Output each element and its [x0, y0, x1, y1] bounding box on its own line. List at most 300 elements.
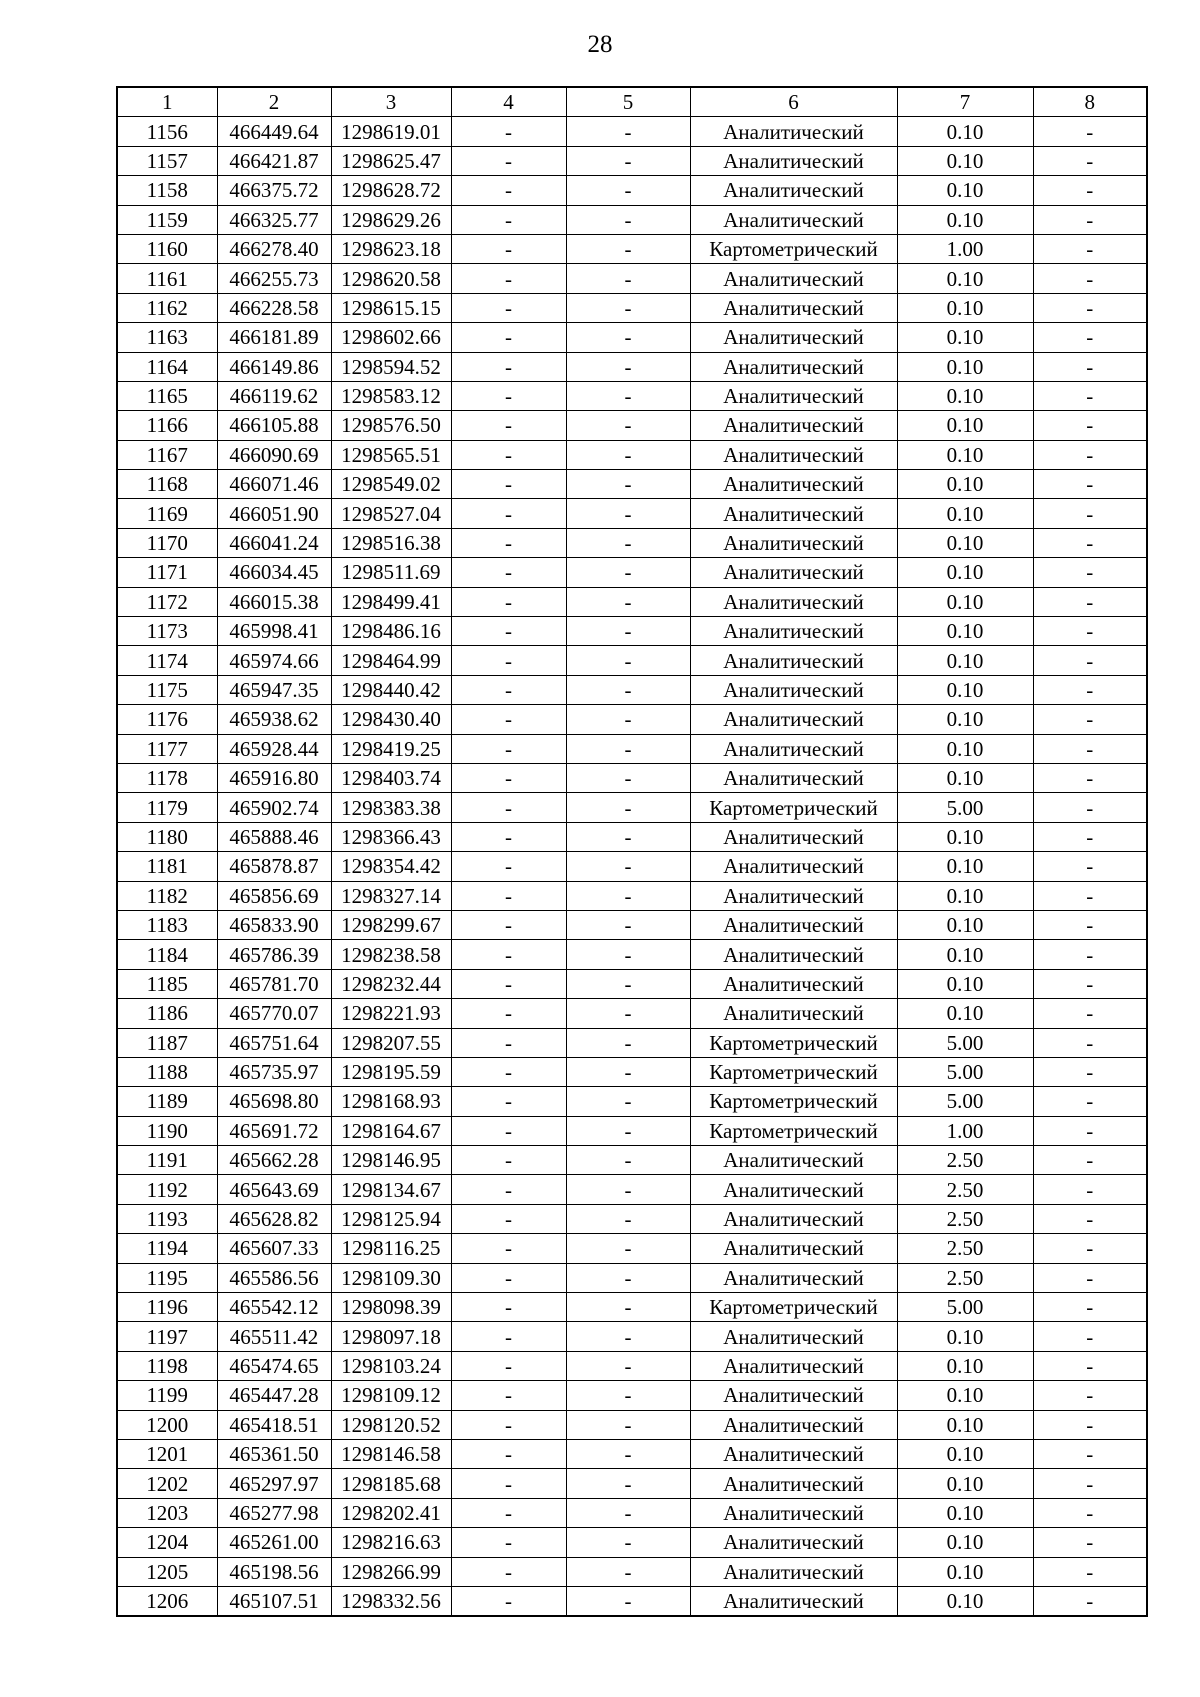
col4-cell: - [451, 323, 566, 352]
col8-cell: - [1033, 1410, 1147, 1439]
method-cell: Аналитический [690, 1469, 897, 1498]
accuracy-cell: 0.10 [897, 1322, 1033, 1351]
y-coordinate-cell: 1298366.43 [331, 822, 451, 851]
col5-cell: - [566, 205, 690, 234]
x-coordinate-cell: 466015.38 [217, 587, 331, 616]
col8-cell: - [1033, 1586, 1147, 1616]
table-row [117, 1469, 1147, 1498]
col4-cell: - [451, 176, 566, 205]
point-number-cell: 1199 [117, 1381, 217, 1410]
col4-cell: - [451, 528, 566, 557]
coordinates-table [116, 86, 1148, 1617]
accuracy-cell: 0.10 [897, 264, 1033, 293]
col8-cell: - [1033, 558, 1147, 587]
column-header: 8 [1033, 87, 1147, 117]
col5-cell: - [566, 499, 690, 528]
accuracy-cell: 0.10 [897, 470, 1033, 499]
point-number-cell: 1168 [117, 470, 217, 499]
accuracy-cell: 0.10 [897, 293, 1033, 322]
point-number-cell: 1166 [117, 411, 217, 440]
y-coordinate-cell: 1298383.38 [331, 793, 451, 822]
x-coordinate-cell: 466181.89 [217, 323, 331, 352]
col4-cell: - [451, 264, 566, 293]
table-row [117, 234, 1147, 263]
col4-cell: - [451, 1410, 566, 1439]
col8-cell: - [1033, 1322, 1147, 1351]
col5-cell: - [566, 1234, 690, 1263]
point-number-cell: 1195 [117, 1263, 217, 1292]
point-number-cell: 1194 [117, 1234, 217, 1263]
col5-cell: - [566, 558, 690, 587]
table-row [117, 1175, 1147, 1204]
method-cell: Аналитический [690, 763, 897, 792]
accuracy-cell: 0.10 [897, 1439, 1033, 1468]
x-coordinate-cell: 465261.00 [217, 1528, 331, 1557]
col5-cell: - [566, 1381, 690, 1410]
x-coordinate-cell: 465833.90 [217, 910, 331, 939]
x-coordinate-cell: 466041.24 [217, 528, 331, 557]
x-coordinate-cell: 465974.66 [217, 646, 331, 675]
col5-cell: - [566, 1146, 690, 1175]
method-cell: Аналитический [690, 675, 897, 704]
col8-cell: - [1033, 381, 1147, 410]
x-coordinate-cell: 466105.88 [217, 411, 331, 440]
method-cell: Аналитический [690, 1439, 897, 1468]
point-number-cell: 1175 [117, 675, 217, 704]
point-number-cell: 1157 [117, 146, 217, 175]
col4-cell: - [451, 910, 566, 939]
x-coordinate-cell: 465511.42 [217, 1322, 331, 1351]
col5-cell: - [566, 940, 690, 969]
accuracy-cell: 0.10 [897, 910, 1033, 939]
method-cell: Аналитический [690, 499, 897, 528]
col5-cell: - [566, 381, 690, 410]
col4-cell: - [451, 763, 566, 792]
table-row [117, 852, 1147, 881]
table-row [117, 1263, 1147, 1292]
table-row [117, 323, 1147, 352]
col4-cell: - [451, 117, 566, 146]
col8-cell: - [1033, 940, 1147, 969]
accuracy-cell: 0.10 [897, 675, 1033, 704]
x-coordinate-cell: 466278.40 [217, 234, 331, 263]
y-coordinate-cell: 1298134.67 [331, 1175, 451, 1204]
y-coordinate-cell: 1298202.41 [331, 1498, 451, 1527]
table-row [117, 1557, 1147, 1586]
y-coordinate-cell: 1298619.01 [331, 117, 451, 146]
table-row [117, 1410, 1147, 1439]
point-number-cell: 1200 [117, 1410, 217, 1439]
x-coordinate-cell: 465698.80 [217, 1087, 331, 1116]
method-cell: Картометрический [690, 1293, 897, 1322]
col5-cell: - [566, 1557, 690, 1586]
x-coordinate-cell: 465643.69 [217, 1175, 331, 1204]
point-number-cell: 1205 [117, 1557, 217, 1586]
point-number-cell: 1162 [117, 293, 217, 322]
col8-cell: - [1033, 1351, 1147, 1380]
x-coordinate-cell: 466090.69 [217, 440, 331, 469]
column-header: 2 [217, 87, 331, 117]
col8-cell: - [1033, 1028, 1147, 1057]
method-cell: Картометрический [690, 1087, 897, 1116]
col8-cell: - [1033, 1557, 1147, 1586]
column-header: 5 [566, 87, 690, 117]
accuracy-cell: 0.10 [897, 734, 1033, 763]
method-cell: Аналитический [690, 146, 897, 175]
col5-cell: - [566, 1087, 690, 1116]
col5-cell: - [566, 617, 690, 646]
x-coordinate-cell: 465998.41 [217, 617, 331, 646]
col4-cell: - [451, 558, 566, 587]
method-cell: Аналитический [690, 470, 897, 499]
col8-cell: - [1033, 910, 1147, 939]
point-number-cell: 1170 [117, 528, 217, 557]
table-row [117, 470, 1147, 499]
col8-cell: - [1033, 323, 1147, 352]
y-coordinate-cell: 1298216.63 [331, 1528, 451, 1557]
point-number-cell: 1196 [117, 1293, 217, 1322]
accuracy-cell: 0.10 [897, 852, 1033, 881]
table-row [117, 587, 1147, 616]
point-number-cell: 1165 [117, 381, 217, 410]
method-cell: Аналитический [690, 617, 897, 646]
method-cell: Аналитический [690, 1586, 897, 1616]
x-coordinate-cell: 465916.80 [217, 763, 331, 792]
method-cell: Аналитический [690, 1322, 897, 1351]
table-row [117, 176, 1147, 205]
point-number-cell: 1197 [117, 1322, 217, 1351]
accuracy-cell: 0.10 [897, 969, 1033, 998]
table-row [117, 1204, 1147, 1233]
y-coordinate-cell: 1298168.93 [331, 1087, 451, 1116]
col4-cell: - [451, 675, 566, 704]
col4-cell: - [451, 1116, 566, 1145]
point-number-cell: 1183 [117, 910, 217, 939]
point-number-cell: 1184 [117, 940, 217, 969]
point-number-cell: 1203 [117, 1498, 217, 1527]
y-coordinate-cell: 1298403.74 [331, 763, 451, 792]
x-coordinate-cell: 465938.62 [217, 705, 331, 734]
method-cell: Аналитический [690, 822, 897, 851]
col5-cell: - [566, 1351, 690, 1380]
col5-cell: - [566, 969, 690, 998]
accuracy-cell: 2.50 [897, 1204, 1033, 1233]
col5-cell: - [566, 1439, 690, 1468]
x-coordinate-cell: 465607.33 [217, 1234, 331, 1263]
point-number-cell: 1176 [117, 705, 217, 734]
col4-cell: - [451, 381, 566, 410]
col8-cell: - [1033, 440, 1147, 469]
accuracy-cell: 5.00 [897, 1028, 1033, 1057]
col4-cell: - [451, 1586, 566, 1616]
table-row [117, 293, 1147, 322]
y-coordinate-cell: 1298516.38 [331, 528, 451, 557]
y-coordinate-cell: 1298464.99 [331, 646, 451, 675]
col5-cell: - [566, 411, 690, 440]
x-coordinate-cell: 466034.45 [217, 558, 331, 587]
table-row [117, 1028, 1147, 1057]
x-coordinate-cell: 465542.12 [217, 1293, 331, 1322]
col8-cell: - [1033, 763, 1147, 792]
y-coordinate-cell: 1298185.68 [331, 1469, 451, 1498]
col5-cell: - [566, 587, 690, 616]
accuracy-cell: 0.10 [897, 1557, 1033, 1586]
col4-cell: - [451, 940, 566, 969]
point-number-cell: 1160 [117, 234, 217, 263]
x-coordinate-cell: 466071.46 [217, 470, 331, 499]
x-coordinate-cell: 465107.51 [217, 1586, 331, 1616]
col8-cell: - [1033, 1439, 1147, 1468]
point-number-cell: 1161 [117, 264, 217, 293]
accuracy-cell: 0.10 [897, 822, 1033, 851]
y-coordinate-cell: 1298207.55 [331, 1028, 451, 1057]
x-coordinate-cell: 466325.77 [217, 205, 331, 234]
accuracy-cell: 0.10 [897, 558, 1033, 587]
col4-cell: - [451, 411, 566, 440]
col8-cell: - [1033, 1204, 1147, 1233]
table-row [117, 411, 1147, 440]
col8-cell: - [1033, 1293, 1147, 1322]
col8-cell: - [1033, 411, 1147, 440]
col8-cell: - [1033, 499, 1147, 528]
accuracy-cell: 2.50 [897, 1263, 1033, 1292]
y-coordinate-cell: 1298565.51 [331, 440, 451, 469]
page-number: 28 [587, 31, 613, 58]
accuracy-cell: 0.10 [897, 381, 1033, 410]
col8-cell: - [1033, 352, 1147, 381]
col8-cell: - [1033, 793, 1147, 822]
accuracy-cell: 0.10 [897, 352, 1033, 381]
accuracy-cell: 0.10 [897, 323, 1033, 352]
y-coordinate-cell: 1298486.16 [331, 617, 451, 646]
method-cell: Аналитический [690, 323, 897, 352]
col5-cell: - [566, 117, 690, 146]
table-row [117, 940, 1147, 969]
accuracy-cell: 0.10 [897, 1351, 1033, 1380]
accuracy-cell: 1.00 [897, 1116, 1033, 1145]
y-coordinate-cell: 1298499.41 [331, 587, 451, 616]
method-cell: Аналитический [690, 1498, 897, 1527]
y-coordinate-cell: 1298354.42 [331, 852, 451, 881]
table-row [117, 705, 1147, 734]
point-number-cell: 1204 [117, 1528, 217, 1557]
col8-cell: - [1033, 1057, 1147, 1086]
col4-cell: - [451, 1528, 566, 1557]
col5-cell: - [566, 1586, 690, 1616]
col4-cell: - [451, 1469, 566, 1498]
col8-cell: - [1033, 205, 1147, 234]
accuracy-cell: 0.10 [897, 705, 1033, 734]
col4-cell: - [451, 1322, 566, 1351]
method-cell: Аналитический [690, 587, 897, 616]
y-coordinate-cell: 1298109.30 [331, 1263, 451, 1292]
col5-cell: - [566, 1410, 690, 1439]
table-body [117, 117, 1147, 1616]
method-cell: Аналитический [690, 1204, 897, 1233]
point-number-cell: 1206 [117, 1586, 217, 1616]
table-row [117, 264, 1147, 293]
point-number-cell: 1164 [117, 352, 217, 381]
table-row [117, 822, 1147, 851]
x-coordinate-cell: 465735.97 [217, 1057, 331, 1086]
col8-cell: - [1033, 1381, 1147, 1410]
table-row [117, 999, 1147, 1028]
col5-cell: - [566, 470, 690, 499]
accuracy-cell: 0.10 [897, 587, 1033, 616]
col5-cell: - [566, 1116, 690, 1145]
method-cell: Аналитический [690, 940, 897, 969]
col5-cell: - [566, 705, 690, 734]
table-row [117, 1057, 1147, 1086]
col8-cell: - [1033, 999, 1147, 1028]
y-coordinate-cell: 1298266.99 [331, 1557, 451, 1586]
point-number-cell: 1201 [117, 1439, 217, 1468]
y-coordinate-cell: 1298221.93 [331, 999, 451, 1028]
col5-cell: - [566, 264, 690, 293]
col5-cell: - [566, 999, 690, 1028]
col4-cell: - [451, 1087, 566, 1116]
col4-cell: - [451, 146, 566, 175]
col5-cell: - [566, 1498, 690, 1527]
col4-cell: - [451, 1381, 566, 1410]
col4-cell: - [451, 1293, 566, 1322]
y-coordinate-cell: 1298232.44 [331, 969, 451, 998]
accuracy-cell: 0.10 [897, 940, 1033, 969]
method-cell: Аналитический [690, 1410, 897, 1439]
y-coordinate-cell: 1298120.52 [331, 1410, 451, 1439]
point-number-cell: 1179 [117, 793, 217, 822]
x-coordinate-cell: 465751.64 [217, 1028, 331, 1057]
y-coordinate-cell: 1298146.58 [331, 1439, 451, 1468]
point-number-cell: 1177 [117, 734, 217, 763]
x-coordinate-cell: 466449.64 [217, 117, 331, 146]
point-number-cell: 1187 [117, 1028, 217, 1057]
x-coordinate-cell: 466051.90 [217, 499, 331, 528]
col4-cell: - [451, 852, 566, 881]
point-number-cell: 1198 [117, 1351, 217, 1380]
table-row [117, 1146, 1147, 1175]
x-coordinate-cell: 466149.86 [217, 352, 331, 381]
method-cell: Аналитический [690, 969, 897, 998]
accuracy-cell: 0.10 [897, 617, 1033, 646]
col8-cell: - [1033, 234, 1147, 263]
method-cell: Аналитический [690, 528, 897, 557]
col4-cell: - [451, 1498, 566, 1527]
point-number-cell: 1190 [117, 1116, 217, 1145]
col5-cell: - [566, 440, 690, 469]
accuracy-cell: 0.10 [897, 117, 1033, 146]
table-row [117, 1528, 1147, 1557]
table-row [117, 646, 1147, 675]
method-cell: Аналитический [690, 440, 897, 469]
accuracy-cell: 0.10 [897, 499, 1033, 528]
method-cell: Аналитический [690, 352, 897, 381]
method-cell: Аналитический [690, 705, 897, 734]
y-coordinate-cell: 1298527.04 [331, 499, 451, 528]
col4-cell: - [451, 1351, 566, 1380]
accuracy-cell: 2.50 [897, 1175, 1033, 1204]
col5-cell: - [566, 793, 690, 822]
y-coordinate-cell: 1298625.47 [331, 146, 451, 175]
method-cell: Аналитический [690, 999, 897, 1028]
method-cell: Аналитический [690, 1234, 897, 1263]
method-cell: Картометрический [690, 793, 897, 822]
x-coordinate-cell: 465447.28 [217, 1381, 331, 1410]
method-cell: Аналитический [690, 176, 897, 205]
col5-cell: - [566, 822, 690, 851]
point-number-cell: 1167 [117, 440, 217, 469]
y-coordinate-cell: 1298602.66 [331, 323, 451, 352]
col5-cell: - [566, 352, 690, 381]
x-coordinate-cell: 465781.70 [217, 969, 331, 998]
column-header: 6 [690, 87, 897, 117]
table-row [117, 499, 1147, 528]
table-row [117, 440, 1147, 469]
point-number-cell: 1192 [117, 1175, 217, 1204]
point-number-cell: 1193 [117, 1204, 217, 1233]
method-cell: Аналитический [690, 1146, 897, 1175]
col4-cell: - [451, 1057, 566, 1086]
accuracy-cell: 2.50 [897, 1146, 1033, 1175]
col4-cell: - [451, 1557, 566, 1586]
accuracy-cell: 0.10 [897, 646, 1033, 675]
x-coordinate-cell: 466375.72 [217, 176, 331, 205]
accuracy-cell: 5.00 [897, 1057, 1033, 1086]
col4-cell: - [451, 999, 566, 1028]
col8-cell: - [1033, 264, 1147, 293]
col8-cell: - [1033, 1146, 1147, 1175]
col8-cell: - [1033, 617, 1147, 646]
col8-cell: - [1033, 852, 1147, 881]
y-coordinate-cell: 1298549.02 [331, 470, 451, 499]
col8-cell: - [1033, 1469, 1147, 1498]
point-number-cell: 1185 [117, 969, 217, 998]
method-cell: Аналитический [690, 205, 897, 234]
method-cell: Аналитический [690, 381, 897, 410]
x-coordinate-cell: 465878.87 [217, 852, 331, 881]
table-row [117, 352, 1147, 381]
table-row [117, 910, 1147, 939]
point-number-cell: 1171 [117, 558, 217, 587]
col8-cell: - [1033, 1234, 1147, 1263]
accuracy-cell: 2.50 [897, 1234, 1033, 1263]
accuracy-cell: 0.10 [897, 999, 1033, 1028]
accuracy-cell: 0.10 [897, 1381, 1033, 1410]
y-coordinate-cell: 1298430.40 [331, 705, 451, 734]
col8-cell: - [1033, 734, 1147, 763]
method-cell: Аналитический [690, 1381, 897, 1410]
point-number-cell: 1189 [117, 1087, 217, 1116]
x-coordinate-cell: 465418.51 [217, 1410, 331, 1439]
col4-cell: - [451, 1146, 566, 1175]
table-row [117, 1087, 1147, 1116]
point-number-cell: 1156 [117, 117, 217, 146]
point-number-cell: 1172 [117, 587, 217, 616]
col8-cell: - [1033, 969, 1147, 998]
col5-cell: - [566, 1469, 690, 1498]
table-row [117, 1234, 1147, 1263]
x-coordinate-cell: 465786.39 [217, 940, 331, 969]
col4-cell: - [451, 646, 566, 675]
accuracy-cell: 0.10 [897, 146, 1033, 175]
col8-cell: - [1033, 1175, 1147, 1204]
col5-cell: - [566, 1322, 690, 1351]
col5-cell: - [566, 675, 690, 704]
col5-cell: - [566, 528, 690, 557]
col8-cell: - [1033, 1116, 1147, 1145]
accuracy-cell: 0.10 [897, 176, 1033, 205]
accuracy-cell: 0.10 [897, 1469, 1033, 1498]
